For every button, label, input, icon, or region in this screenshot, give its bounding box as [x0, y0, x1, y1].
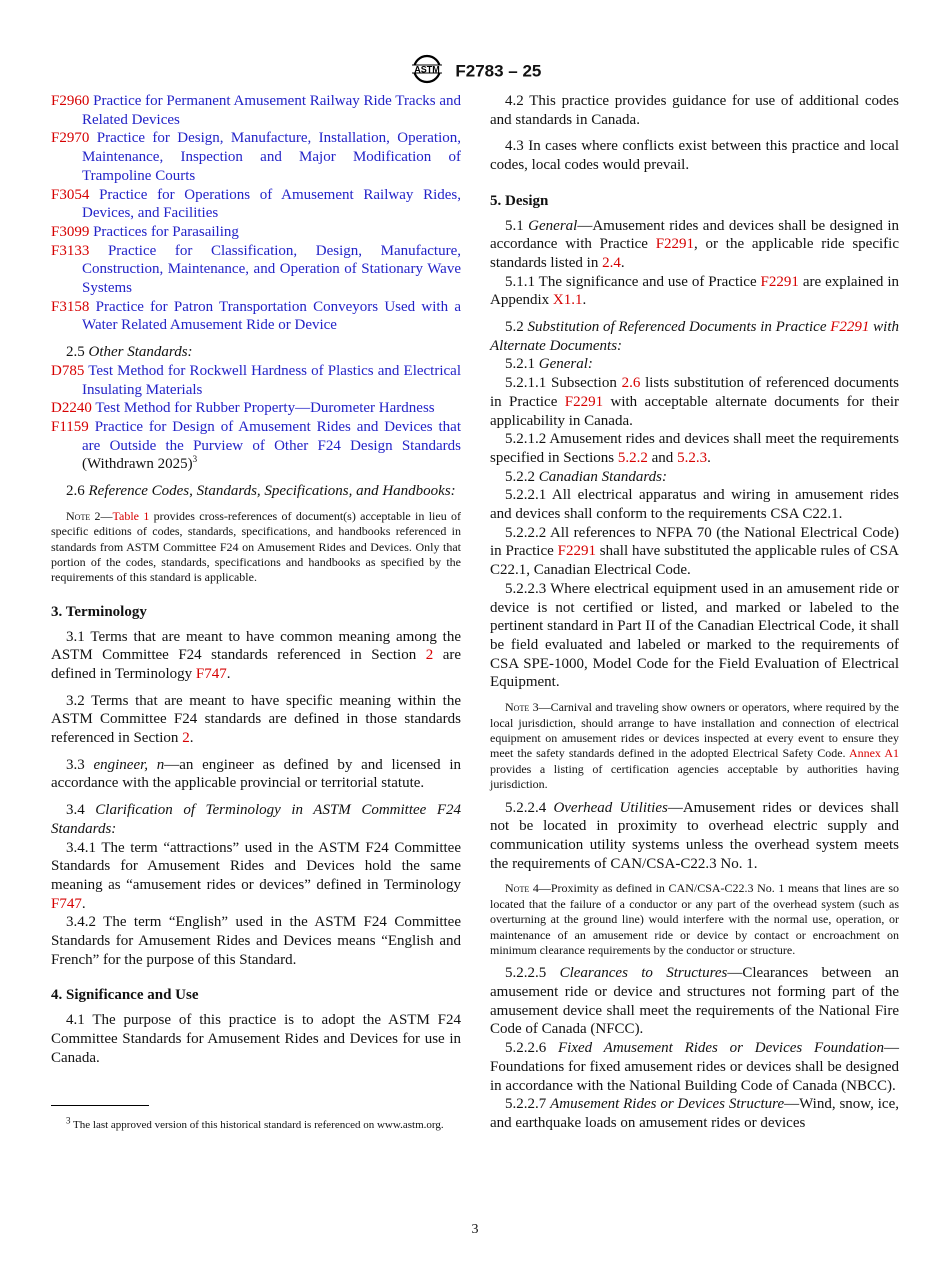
section-link[interactable]: 5.2.2: [617, 449, 648, 466]
paragraph-5-2-2-6: 5.2.2.6 Fixed Amusement Rides or Devices Foundation—Foundations for fixed amusement rides or devices shall be designed in accordance with the National Building Code of Canada (NBCC).: [490, 1040, 899, 1094]
right-column: [490, 92, 899, 1133]
document-code: F2783 – 25: [455, 61, 542, 81]
standard-link[interactable]: F2291: [557, 543, 596, 560]
page-header: [0, 54, 950, 89]
paragraph-5-2: 5.2 Substitution of Referenced Documents in Practice F2291 with Alternate Documents:: [490, 319, 900, 354]
standard-link[interactable]: F2291: [830, 319, 870, 336]
paragraph-5-1: 5.1 General—Amusement rides and devices shall be designed in accordance with Practice F2291, or the applicable ride specific standards listed in 2.4.: [490, 217, 899, 271]
svg-text:ASTM: ASTM: [413, 64, 440, 75]
reference-title-link[interactable]: Practice for Operations of Amusement Railway Rides, Devices, and Facilities: [82, 186, 462, 222]
reference-code-link[interactable]: F3054: [51, 186, 90, 203]
reference-title-link[interactable]: Practice for Permanent Amusement Railway Ride Tracks and Related Devices: [82, 93, 462, 128]
reference-code-link[interactable]: F1159: [51, 418, 89, 435]
paragraph-5-2-1: 5.2.1 General:: [505, 356, 593, 373]
section-link[interactable]: 5.2.3: [677, 449, 708, 466]
reference-list-f24: [51, 92, 461, 335]
reference-title-link[interactable]: Test Method for Rubber Property—Durometer Hardness: [95, 400, 435, 417]
note-4: Note 4—Proximity as defined in CAN/CSA-C22.3 No. 1 means that lines are so located that the failure of a conductor or any part of the overhead system (such as overturning at the ground line) would interfere with the normal use, operation, or maintenance of an amusement ride or device by contact or encroachment on minimum clearance requirements by the conductor or structure.: [490, 881, 900, 957]
reference-code-link[interactable]: F3133: [51, 242, 90, 259]
paragraph-5-2-1-2: 5.2.1.2 Amusement rides and devices shall meet the requirements specified in Sections 5.2.2 and 5.2.3.: [490, 431, 899, 466]
footnote-3: $^3$ The last approved version of this historical standard is referenced on www.astm.org.: [66, 1115, 444, 1132]
left-column: [51, 92, 461, 1133]
section-3-heading: 3. Terminology: [51, 603, 147, 620]
astm-logo-icon: [409, 54, 445, 89]
footnote-marker: 3: [192, 454, 198, 465]
reference-item: F1159 Practice for Design of Amusement Rides and Devices that are Outside the Purview of Other F24 Design Standards (Withdrawn 2025)$^3$: [51, 418, 461, 473]
paragraph-3-3: 3.3 engineer, n—an engineer as defined by and licensed in accordance with the applicable provincial or territorial statute.: [51, 756, 461, 792]
reference-code-link[interactable]: F2960: [51, 93, 90, 109]
section-link[interactable]: 2: [182, 730, 190, 747]
note-2: Note 2—Table 1 provides cross-references of document(s) acceptable in lieu of specific editions of codes, standards, specifications, and handbooks referenced in standards from ASTM Committee F24 on Amusement Rides and Devices. Only that portion of the codes, standards, specifications and handbooks as specified by the requirements of this standard is applicable.: [51, 508, 462, 585]
paragraph-3-4: 3.4 Clarification of Terminology in ASTM Committee F24 Standards:: [51, 802, 462, 837]
reference-title-link[interactable]: Practice for Design, Manufacture, Installation, Operation, Maintenance, Inspection and Major Modification of Trampoline Courts: [82, 130, 462, 184]
reference-item: [51, 186, 461, 223]
paragraph-4-2: 4.2 This practice provides guidance for use of additional codes and standards in Canada.: [490, 93, 899, 128]
appendix-link[interactable]: X1.1: [552, 292, 583, 309]
paragraph-3-2: 3.2 Terms that are meant to have specific meaning within the ASTM Committee F24 standards are defined in those standards referenced in Section 2.: [51, 692, 461, 747]
reference-item: [51, 92, 461, 129]
reference-title-link[interactable]: Practice for Classification, Design, Manufacture, Construction, Maintenance, and Operation of Stationary Wave Systems: [82, 242, 462, 297]
reference-title-link[interactable]: Practice for Patron Transportation Conveyors Used with a Water Related Amusement Ride or Device: [82, 298, 462, 334]
reference-title-link[interactable]: Practices for Parasailing: [93, 223, 239, 240]
standard-link[interactable]: F747: [51, 895, 82, 912]
paragraph-3-1: 3.1 Terms that are meant to have common meaning among the ASTM Committee F24 standards referenced in Section 2 are defined in Terminology F747.: [51, 628, 462, 682]
table-1-link[interactable]: Table 1: [112, 508, 150, 523]
paragraph-5-2-2-4: 5.2.2.4 Overhead Utilities—Amusement rides or devices shall not be located in proximity to overhead electric supply and communication utility systems unless the overhead system meets the requirements of CAN/CSA-C22.3 No. 1.: [490, 799, 899, 872]
paragraph-5-2-1-1: 5.2.1.1 Subsection 2.6 lists substitution of referenced documents in Practice F2291 with acceptable alternate documents for their applicability in Canada.: [490, 375, 899, 429]
reference-code-link[interactable]: D785: [51, 362, 85, 379]
standard-link[interactable]: F2291: [760, 273, 799, 290]
section-2-6: 2.6 Reference Codes, Standards, Specifications, and Handbooks:: [66, 483, 456, 500]
paragraph-5-2-2-2: 5.2.2.2 All references to NFPA 70 (the National Electrical Code) in Practice F2291 shall have substituted the applicable rules of CSA C22.1, Canadian Electrical Code.: [490, 524, 899, 579]
paragraph-5-2-2: 5.2.2 Canadian Standards:: [505, 468, 667, 485]
section-2-5: 2.5 Other Standards:: [66, 344, 193, 361]
reference-item: [51, 362, 461, 399]
paragraph-3-4-2: 3.4.2 The term “English” used in the ASTM F24 Committee Standards for Amusement Rides and Devices means “English and French” for the purpose of this Standard.: [51, 914, 461, 968]
reference-code-link[interactable]: F3158: [51, 298, 90, 315]
paragraph-4-1: 4.1 The purpose of this practice is to adopt the ASTM F24 Committee Standards for Amusement Rides and Devices for use in Canada.: [51, 1012, 461, 1066]
reference-code-link[interactable]: D2240: [51, 400, 92, 417]
section-link[interactable]: 2.4: [602, 254, 621, 271]
paragraph-5-2-2-3: 5.2.2.3 Where electrical equipment used in an amusement ride or device is not certified or listed, and marked or labeled to the pertinent standard in Part II of the Canadian Electrical Code, it shall be field evaluated and labeled or marked to the requirements of CSA SPE-1000, Model Code for the Field Evaluation of Electrical Equipment.: [490, 580, 899, 691]
paragraph-3-4-1: 3.4.1 The term “attractions” used in the ASTM F24 Committee Standards for Amusement Rides and Devices hold the same meaning as “amusement rides or devices” defined in Terminology F747.: [51, 839, 461, 912]
paragraph-5-2-2-7: 5.2.2.7 Amusement Rides or Devices Structure—Wind, snow, ice, and earthquake loads on amusement rides or devices: [490, 1096, 900, 1131]
section-link[interactable]: 2: [425, 647, 434, 664]
reference-title-link[interactable]: Practice for Design of Amusement Rides and Devices that are Outside the Purview of Other F24 Design Standards: [82, 418, 461, 454]
reference-item: [51, 129, 461, 185]
section-link[interactable]: 2.6: [621, 375, 641, 392]
section-5-heading: 5. Design: [490, 192, 549, 209]
reference-list-other: [51, 362, 461, 474]
note-3: Note 3—Carnival and traveling show owners or operators, where required by the local jurisdiction, should arrange to have installation and connection of electrical equipment on amusement rides or devices inspected at every event to ensure they meet the safety standards defined in the adopted Electrical Safety Code. Annex A1 provides a listing of certification agencies acceptable by authorities having jurisdiction.: [490, 700, 900, 792]
annex-link[interactable]: Annex A1: [848, 746, 899, 761]
standard-link[interactable]: F2291: [655, 236, 695, 253]
reference-item: [51, 298, 461, 335]
paragraph-5-1-1: 5.1.1 The significance and use of Practice F2291 are explained in Appendix X1.1.: [490, 273, 899, 309]
paragraph-5-2-2-5: 5.2.2.5 Clearances to Structures—Clearances between an amusement ride or device and structures not forming part of the amusement device shall meet the requirements of the National Fire Code of Canada (NFCC).: [490, 965, 899, 1038]
reference-title-link[interactable]: Test Method for Rockwell Hardness of Plastics and Electrical Insulating Materials: [82, 362, 461, 398]
reference-item: [51, 223, 461, 242]
standard-link[interactable]: F747: [195, 665, 227, 682]
reference-code-link[interactable]: F3099: [51, 223, 90, 240]
paragraph-5-2-2-1: 5.2.2.1 All electrical apparatus and wiring in amusement rides and devices shall conform to the requirements CSA C22.1.: [490, 487, 899, 523]
footnote-divider: [51, 1105, 149, 1106]
reference-code-link[interactable]: F2970: [51, 130, 90, 147]
section-4-heading: 4. Significance and Use: [51, 987, 199, 1004]
page-number: 3: [471, 1222, 479, 1237]
reference-item: [51, 242, 461, 298]
reference-item: [51, 399, 461, 418]
standard-link[interactable]: F2291: [564, 393, 604, 410]
paragraph-4-3: 4.3 In cases where conflicts exist between this practice and local codes, local codes would prevail.: [490, 138, 899, 174]
